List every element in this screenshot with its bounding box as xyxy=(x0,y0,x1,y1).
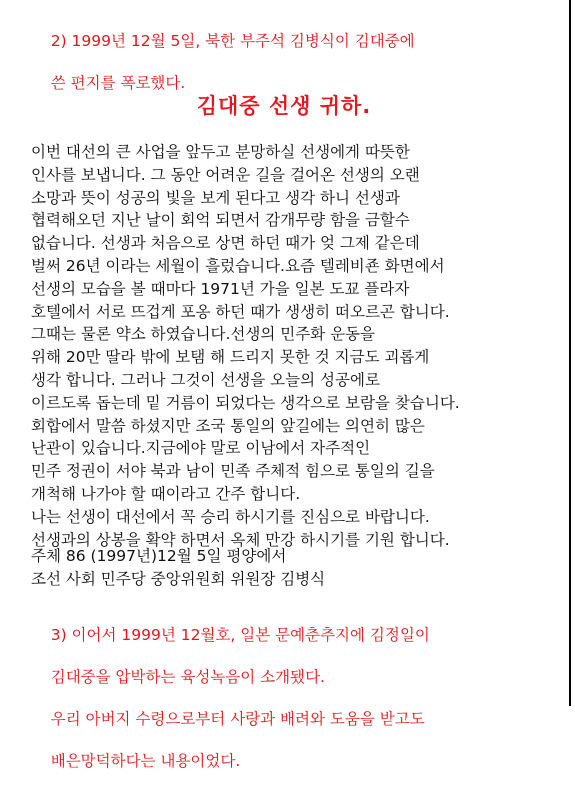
intro-line: 쓴 편지를 폭로했다. xyxy=(50,74,186,92)
outro-line: 우리 아버지 수령으로부터 사랑과 배려와 도움을 받고도 xyxy=(50,710,425,728)
letter-line: 이번 대선의 큰 사업을 앞두고 분망하실 선생에게 따뜻한 xyxy=(31,143,410,161)
outro-caption xyxy=(31,604,430,793)
outro-line: 김대중을 압박하는 육성녹음이 소개됐다. xyxy=(50,668,325,686)
letter-signature xyxy=(31,545,325,590)
letter-line: 생각 합니다. 그러나 그것이 선생을 오늘의 성공에로 xyxy=(31,370,380,389)
letter-line: 호텔에서 서로 뜨겁게 포옹 하던 때가 생생히 떠오르곤 합니다. xyxy=(31,302,450,321)
intro-line: 2) 1999년 12월 5일, 북한 부주석 김병식이 김대중에 xyxy=(50,32,415,50)
letter-line: 벌써 26년 이라는 세월이 흘렀습니다.요즘 텔레비죤 화면에서 xyxy=(31,256,445,275)
letter-body xyxy=(31,141,460,551)
letter-line: 이르도록 돕는데 밑 거름이 되었다는 생각으로 보람을 찾습니다. xyxy=(31,393,460,412)
letter-line: 나는 선생이 대선에서 꼭 승리 하시기를 진심으로 바랍니다. xyxy=(31,507,430,526)
letter-line: 그때는 물론 약소 하였습니다.선생의 민주화 운동을 xyxy=(31,325,375,344)
letter-line: 회합에서 말씀 하셨지만 조국 통일의 앞길에는 의연히 많은 xyxy=(31,416,425,435)
letter-title: 김대중 선생 귀하. xyxy=(196,94,372,118)
signature-date-line: 주체 86 (1997년)12월 5일 평양에서 xyxy=(31,547,287,565)
letter-line: 인사를 보냅니다. 그 동안 어려운 길을 걸어온 선생의 오랜 xyxy=(31,165,420,184)
letter-line: 소망과 뜻이 성공의 빛을 보게 된다고 생각 하니 선생과 xyxy=(31,188,400,207)
letter-line: 없습니다. 선생과 처음으로 상면 하던 때가 엊 그제 같은데 xyxy=(31,234,420,253)
letter-line: 난관이 있습니다.지금에야 말로 이남에서 자주적인 xyxy=(31,439,371,458)
letter-line: 협력해오던 지난 날이 회억 되면서 감개무량 함을 금할수 xyxy=(31,211,410,230)
letter-line: 민주 정권이 서야 북과 남이 민족 주체적 힘으로 통일의 길을 xyxy=(31,462,435,481)
signature-name-line: 조선 사회 민주당 중앙위원회 위원장 김병식 xyxy=(31,569,326,588)
letter-line: 선생과의 상봉을 확약 하면서 옥체 만강 하시기를 기원 합니다. xyxy=(31,530,450,549)
letter-line: 위해 20만 딸라 밖에 보탬 해 드리지 못한 것 지금도 괴롭게 xyxy=(31,348,430,367)
page-border-right xyxy=(569,0,571,706)
outro-line: 3) 이어서 1999년 12월호, 일본 문예춘추지에 김정일이 xyxy=(50,626,430,644)
letter-line: 선생의 모습을 볼 때마다 1971년 가을 일본 도꾜 플라자 xyxy=(31,279,410,298)
letter-line: 개척해 나가야 할 때이라고 간주 합니다. xyxy=(31,484,301,503)
outro-line: 배은망덕하다는 내용이었다. xyxy=(50,752,241,770)
